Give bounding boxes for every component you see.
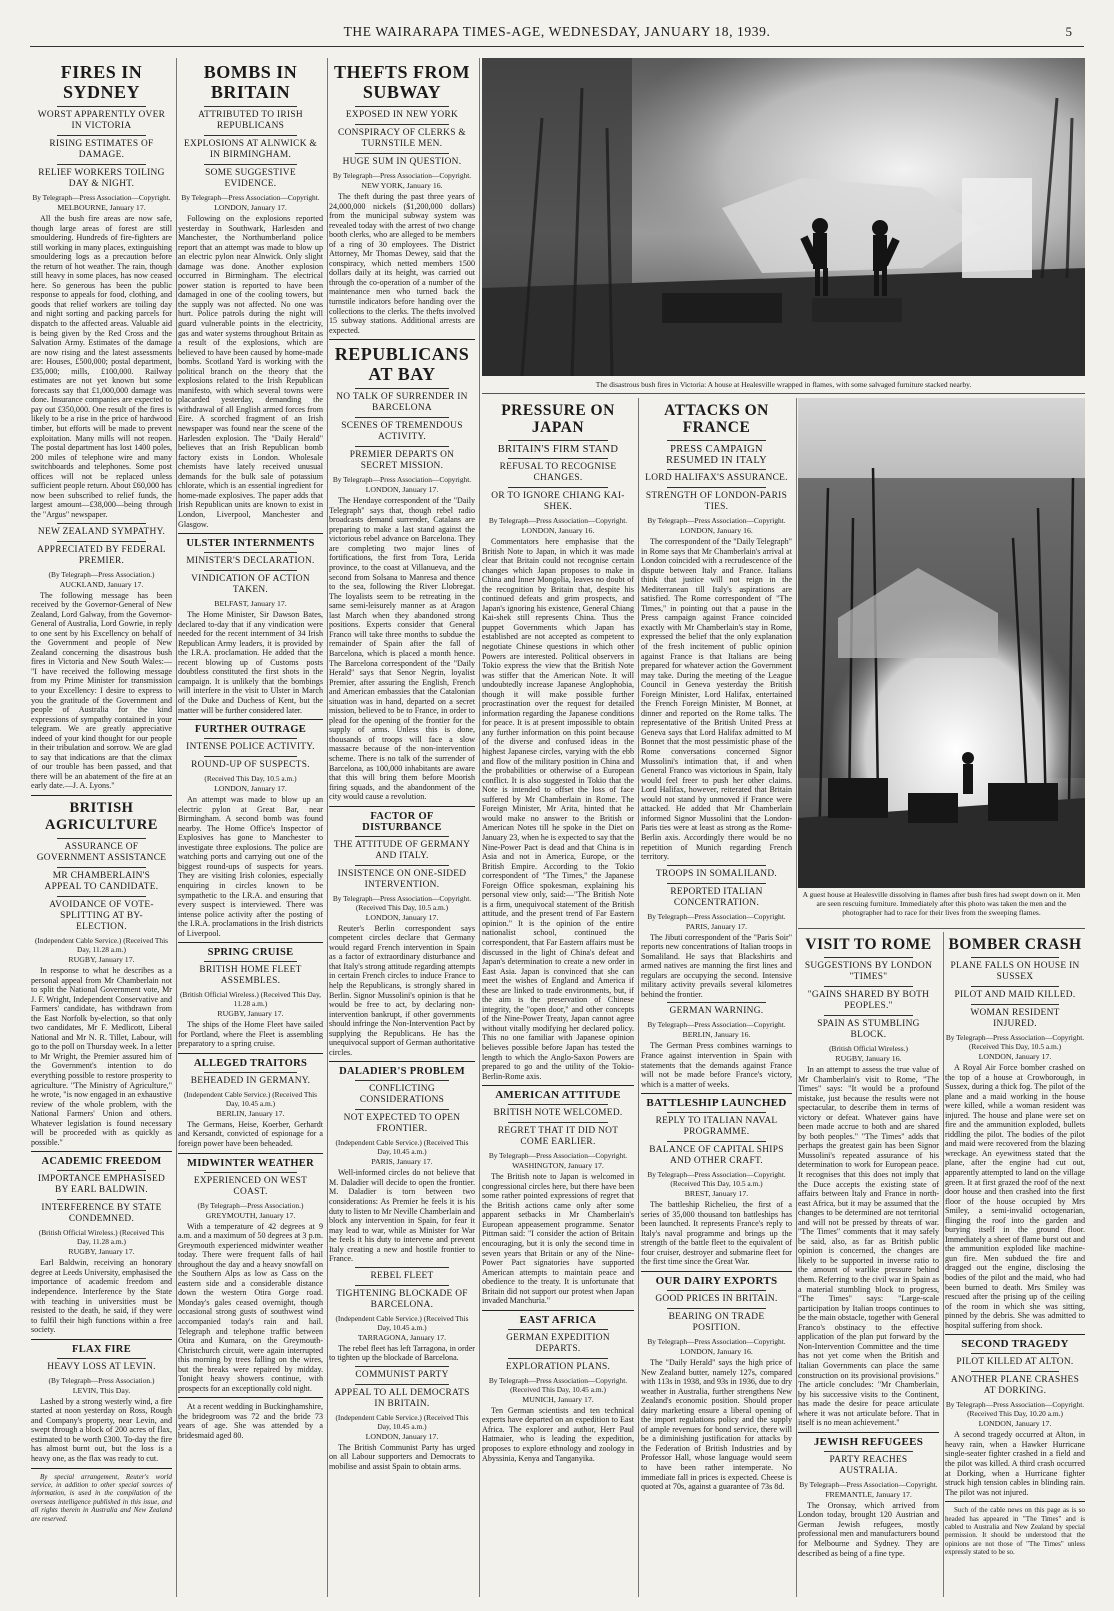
article-deck: CONSPIRACY OF CLERKS & TURNSTILE MEN. [338,128,466,149]
article-deck: REFUSAL TO RECOGNISE CHANGES. [499,462,617,483]
article-headline: GERMAN WARNING. [669,1006,764,1017]
article-headline: BOMBER CRASH [948,936,1082,953]
article-headline: BRITISH AGRICULTURE [45,799,158,833]
article-deck: ATTRIBUTED TO IRISH REPUBLICANS [198,110,303,131]
article-dateline: BREST, January 17. [684,1189,749,1199]
article-dateline: AUCKLAND, January 17. [59,579,144,589]
article-deck: PARTY REACHES AUSTRALIA. [829,1454,908,1476]
article-headline: REBEL FLEET [370,1270,434,1281]
article-credit: (By Telegraph—Press Association.) [48,1375,155,1385]
article-headline: DALADIER'S PROBLEM [339,1066,465,1078]
article-credit: (Independent Cable Service.) (Received This Day, 10.45 a.m.) [335,1138,469,1157]
article-headline: FIRES IN SYDNEY [60,62,143,102]
article-body: The Oronsay, which arrived from London today, brought 120 Austrian and German Jewish refugees, mostly professional men and manufacturers bound for Melbourne and Sydney. They are described as being of a fine type. [798,1500,939,1558]
article-deck: EXPLOSIONS AT ALNWICK & IN BIRMINGHAM. [183,139,318,160]
article-body: The German Press combines warnings to France against intervention in Spain with statements that the demands against France will not be made before France's victory, which is a matter of weeks. [641,1041,792,1089]
article-headline: PRESSURE ON JAPAN [501,402,615,436]
article-dateline: LONDON, January 17. [365,485,439,495]
article-headline: EAST AFRICA [519,1313,597,1326]
article-deck: APPEAL TO ALL DEMOCRATS IN BRITAIN. [334,1387,470,1409]
article-dateline: NEW YORK, January 16. [361,181,443,190]
article-credit: By Telegraph—Press Association—Copyright. (Received This Day, 10.5 a.m.) [332,893,472,912]
article-credit: By Telegraph—Press Association—Copyright. [647,911,786,921]
article-body: A second tragedy occurred at Alton, in heavy rain, when a Hawker Hurricane single-seater fighter crashed in a field and the pilot was killed. A third crash occurred at Dorking, when a Hurricane fighter struck high tension cables in blinding rain. The pilot was not injured. [945,1430,1085,1497]
article-deck: SOME SUGGESTIVE EVIDENCE. [205,168,296,189]
article-dateline: MELBOURNE, January 17. [57,203,146,212]
article-body: Ten German scientists and ten technical experts have departed on an expedition to East Africa. The explorer and author, Herr Paul Hatmaier, who is leading the expedition, proposes to explore ethnology and zoology in Abyssinia, Kenya and Tanganyika. [482,1405,634,1463]
article-dateline: RUGBY, January 16. [835,1054,902,1063]
article-deck: BRITAIN'S FIRM STAND [497,444,619,455]
article-body: The battleship Richelieu, the first of a series of 35,000 thousand ton battleships has been launched. It represents France's reply to Italy's naval programme and brings up the strength of the battle fleet to the equivalent of four cruiser, destroyer and submarine fleet for the first time since the Great War. [641,1200,792,1267]
article-deck: VINDICATION OF ACTION TAKEN. [191,574,310,596]
article-body: The Hendaye correspondent of the "Daily Telegraph" says that, though rebel radio broadcasts demand surrender, Catalans are preparing to make a last stand against the victorious rebel advance on Barcelona. They are completing two major lines of fortifications, the first from Tora, Lerida province, to the coast at Villanueva, and the second from Solsana to Manresa and thence to the sea, following the River Llobregat. The loyalists seem to be retreating in the same semi-leisurely manner as at Aragon last March when they abandoned strong positions. Experts consider that General Franco will take three months to subdue the remainder of Spain after the fall of Barcelona, which is placed a month hence. The Barcelona correspondent of the "Daily Herald" says that Senor Negrin, loyalist Premier, after assuring the English, French and American embassies that the Catalonian situation was in hand, departed on a secret mission, believed to be to France, in order to plead for the opening of the frontier for the supply of arms. Unless this is done, thousands of troops will face a slow massacre because of the non-intervention scheme. There is no talk of the surrender of Barcelona, as 100,000 inhabitants are aware that this will bring them before Moorish firing squads, and the abandonment of the city would cause a revolution. [329,496,475,802]
article-deck: MR CHAMBERLAIN'S APPEAL TO CANDIDATE. [44,870,159,892]
article-headline: BATTLESHIP LAUNCHED [646,1097,787,1110]
article-body: The correspondent of the "Daily Telegraph" in Rome says that Mr Chamberlain's arrival at London coincided with a recrudescence of the dispute between Italy and France. Italians think that justice will not reign in the Mediterranean till Italy's aspirations are satisfied. The Rome correspondent of "The Times," in pointing out that a pause in the Press campaign against France coincided exactly with Mr Chamberlain's stay in Rome, expressed the belief that the only explanation of the fresh incitement of public opinion against France is that Italians are being prepared for whatever action the Government may take. During the meeting of the League Council in Geneva yesterday the British Foreign Minister, Lord Halifax, entertained the French Foreign Minister, M Bonnet, at dinner and reported on the Rome talks. The representative of the British United Press at Geneva says that Lord Halifax admitted to M Bonnet that the most pessimistic phase of the Rome conversations concerned Signor Mussolini's intimation that, if and when General Franco was victorious in Spain, Italy would feel freer to push her other claims. Lord Halifax, however, reiterated that Britain would not stand by unmoved if France were attacked. He added that Mr Chamberlain informed Signor Mussolini that the London-Paris ties were at least as strong as the Rome-Berlin axis. Accordingly there would be no repetition of Munich regarding French territory. [641,537,792,862]
article-headline: MIDWINTER WEATHER [187,1157,314,1169]
article-deck: REPLY TO ITALIAN NAVAL PROGRAMME. [655,1116,778,1138]
bushfire-photo-guesthouse [798,398,1085,888]
article-deck: OR TO IGNORE CHIANG KAI-SHEK. [491,491,625,512]
article-headline: JEWISH REFUGEES [813,1435,924,1448]
caption-rule [798,928,1085,929]
article-deck: SCENES OF TREMENDOUS ACTIVITY. [341,421,463,443]
article-dateline: LONDON, January 16. [680,1346,753,1356]
article-dateline: WASHINGTON, January 17. [512,1161,604,1171]
article-body: In an attempt to assess the true value of Mr Chamberlain's visit to Rome, "The Times" says: "It would be a profound mistake, just because the results were not spectacular, to describe them in terms of victory or defeat. Whatever gains have been made accrue to both and are shared by both peoples." "The Times" adds that perhaps the greatest gain has been Signor Mussolini's repeated assurance of his determination to work for European peace. It recognises that this does not imply that the Duce accepts the existing state of affairs between Italy and France in north-east Africa, but it may be assumed that the changes to be determined are not territorial and will not be pressed by threats of war. "The Times" comments that it may safely be said, also, as far as British public opinion is concerned, the changes are likely to be supported in inverse ratio to the amount of warlike pressure behind them. Referring to the civil war in Spain as a material stumbling block to progress, "The Times" says: "Large-scale participation by Italian troops continues to be the main obstacle, together with General Franco's obstinacy to the effective application of the plan put forward by the Non-Intervention Committee and the time has not yet come when the British and Italian Governments can place the same construction on its provisional provisions." The article concludes: "Mr Chamberlain, by his successive visits to the Continent, has made the desire for peace articulate where it was not articulate before. That in itself is no mean achievement." [798,1065,939,1428]
article-dateline: FREMANTLE, January 17. [825,1489,912,1499]
article-deck: BRITISH HOME FLEET ASSEMBLES. [199,965,302,987]
article-credit: (Independent Cable Service.) (Received This Day, 10.45 a.m.) [183,1089,318,1108]
article-headline: ATTACKS ON FRANCE [664,402,769,436]
article-credit: By Telegraph—Press Association—Copyright. [32,193,171,202]
article-body: In response to what he describes as a personal appeal from Mr Chamberlain not to split the National Government vote, Mr J. F. Wright, Independent Conservative and Farmers' candidate, has withdrawn from the East Norfolk by-election, so that only two candidates, Mr F. Medlicott, Liberal National and Mr N. R. Tillet, Labour, will go to the poll on Thursday week. In a letter to Mr Wright, the Premier assured him of the Government's intention to do everything possible to restore prosperity to agriculture. "The Ministry of Agriculture," he wrote, "is now engaged in an exhaustive review of the whole problem, with the National Farmers' Union and others. Whatever legislation is found necessary will be proceeded with as quickly as possible." [31,965,172,1147]
article-credit: By Telegraph—Press Association—Copyright. [488,1151,628,1161]
article-credit: (By Telegraph—Press Association.) [197,1200,304,1210]
article-body: The theft during the past three years of 24,000,000 nickels ($1,200,000 dollars) from the municipal subway system was revealed today with the arrest of two change booth clerks, who are alleged to be members of a ring of 30 employees. The District Attorney, Mr Thomas Dewey, said that the conspiracy, which netted members 1500 dollars daily at its height, was carried out through the co-operation of a number of the maintenance men who turned back the turnstile indicators before handing over the collections to the clerks. The thefts involved 15 subway stations. Additional arrests are expected. [329,192,475,335]
article-headline: FACTOR OF DISTURBANCE [362,810,442,833]
article-body: The ships of the Home Fleet have sailed for Portland, where the Fleet is assembling preparatory to a spring cruise. [178,1020,323,1049]
article-deck: SUGGESTIONS BY LONDON "TIMES" [804,961,933,982]
article-headline: OUR DAIRY EXPORTS [655,1274,778,1287]
article-credit: (Independent Cable Service.) (Received This Day, 10.45 a.m.) [335,1412,469,1431]
article-headline: THEFTS FROM SUBWAY [333,62,470,102]
article-credit: By Telegraph—Press Association—Copyright. (Received This Day, 10.45 a.m.) [488,1375,628,1394]
article-deck: IMPORTANCE EMPHASISED BY EARL BALDWIN. [37,1174,166,1196]
article-deck: "GAINS SHARED BY BOTH PEOPLES." [807,990,930,1011]
column-bombs-in-britain [178,58,328,1597]
article-deck: REGRET THAT IT DID NOT COME EARLIER. [497,1126,619,1148]
article-deck: TIGHTENING BLOCKADE OF BARCELONA. [336,1288,468,1310]
article-credit: (Received This Day, 10.5 a.m.) [204,774,297,784]
article-credit: By Telegraph—Press Association—Copyright. [647,1336,786,1346]
article-deck: RELIEF WORKERS TOILING DAY & NIGHT. [38,168,165,189]
article-deck: HUGE SUM IN QUESTION. [342,157,462,167]
article-credit: By Telegraph—Press Association—Copyright. [332,171,472,180]
photo-caption: The disastrous bush fires in Victoria: A house at Healesville wrapped in flames, with some salvaged furniture stacked nearby. [595,380,972,389]
column-fires-in-sydney [31,58,177,1597]
bushfire-photo-house [482,58,1085,376]
article-headline: FURTHER OUTRAGE [194,724,307,736]
column-attacks-on-france [641,398,797,1597]
column-pressure-on-japan [482,398,639,1597]
article-headline: FLAX FIRE [72,1343,131,1355]
footnote: Such of the cable news on this page as is so headed has appeared in "The Times" and is cabled to Australia and New Zealand by special permission. It should be understood that the opinions are not those of "The Times" unless expressly stated to be so. [945,1506,1085,1557]
article-credit: (Independent Cable Service.) (Received This Day, 11.28 a.m.) [34,935,169,954]
photo-caption: A guest house at Healesville dissolving in flames after bush fires had swept down on it. Men are seen rescuing furniture. Immediately after this photo was taken the men and the photographer had to race for their lives from the sweeping flames. [802,890,1081,917]
article-headline: VISIT TO ROME [805,936,932,953]
article-deck: PILOT AND MAID KILLED. [954,990,1076,1000]
article-deck: INTERFERENCE BY STATE CONDEMNED. [41,1203,162,1225]
article-body: The rebel fleet has left Tarragona, in order to tighten up the blockade of Barcelona. [329,1343,475,1363]
article-deck: NO TALK OF SURRENDER IN BARCELONA [336,392,468,414]
article-deck: SPAIN AS STUMBLING BLOCK. [817,1019,920,1040]
article-body: The British Communist Party has urged on all Labour supporters and Democrats to mobilise and assist Spain to obtain arms. [329,1442,475,1472]
article-credit: (British Official Wireless.) (Received This Day, 11.28 a.m.) [38,1228,165,1247]
column-bomber-crash [945,932,1085,1597]
article-deck: PRESS CAMPAIGN RESUMED IN ITALY [666,444,767,466]
article-deck: BRITISH NOTE WELCOMED. [493,1108,623,1119]
footnote: By special arrangement, Reuter's world service, in addition to other special sources of information, is used in the compilation of the overseas intelligence published in this issue, and all rights therein in Australia and New Zealand are reserved. [31,1472,172,1523]
article-dateline: LONDON, January 17. [365,1431,439,1441]
article-dateline: LONDON, January 17. [978,1052,1052,1061]
article-dateline: MUNICH, January 17. [522,1394,594,1404]
article-dateline: RUGBY, January 17. [217,1009,284,1019]
article-dateline: LONDON, January 17. [978,1419,1052,1429]
article-headline: ACADEMIC FREEDOM [41,1156,162,1168]
article-deck: AVOIDANCE OF VOTE-SPLITTING AT BY-ELECTION. [49,899,154,932]
article-credit: By Telegraph—Press Association—Copyright. [332,475,472,485]
article-headline: SECOND TRAGEDY [961,1338,1069,1351]
article-body: The Jibuti correspondent of the "Paris Soir" reports new concentrations of Italian troops in Somaliland. He says that Blackshirts and armed natives are manning the first lines and regulars are occupying the second. Intensive military activity prevails several kilometres behind the frontier. [641,932,792,999]
masthead [0,0,1114,46]
article-headline: SPRING CRUISE [207,947,294,959]
article-dateline: RUGBY, January 17. [68,954,135,964]
article-deck: ROUND-UP OF SUSPECTS. [191,760,310,771]
article-body: All the bush fire areas are now safe, though large areas of forest are still smouldering. Hundreds of fire-fighters are still working in many places, extinguishing smouldering logs as a precaution before the return of hot weather. The rain, though still heavy in some places, has now ceased here. So generous has been the public response to appeals for food, clothing, and goods that relief workers are toiling day and night sorting and packing parcels for dispatch to the affected areas. Valuable aid is being given by the Red Cross and the Salvation Army. Estimates of the damage are now rising and the latest assessments are: Houses, £500,000; postal department, £35,000; mills, £100,000. Railway estimates are not yet known but some forecasts say that £1,000,000 damage was done. Insurance companies are expected to pay out £350,000. One result of the fires is likely to be a rise in the price of hardwood timber, but efforts will be made to prevent exploitation. Many mills will not reopen. The postal department has lost 1400 poles, 200 miles of telephone wire and many switchboards and telephones. Some post offices will not be replaced unless sufficient people return. About £60,000 has now been subscribed to relief funds, the largest amount—£38,000—being through the "Argus" newspaper. [31,214,172,519]
article-dateline: BERLIN, January 17. [216,1108,285,1118]
article-deck: NOT EXPECTED TO OPEN FRONTIER. [343,1113,461,1135]
article-deck: WOMAN RESIDENT INJURED. [970,1008,1060,1029]
article-dateline: GREYMOUTH, January 17. [205,1210,296,1220]
article-body: Well-informed circles do not believe that M. Daladier will decide to open the frontier. M. Daladier is torn between two considerations: As Premier he feels it is his duty to listen to Mr Neville Chamberlain and block any intervention in Spain, for fear it may lead to war, while as Minister for War he feels it his duty to intervene and prevent Italy creating a new and hostile frontier to France. [329,1168,475,1264]
article-deck: EXPERIENCED ON WEST COAST. [193,1175,308,1197]
article-subheadline: NEW ZEALAND SYMPATHY. [37,526,166,537]
article-body: The following message has been received by the Governor-General of New Zealand, Lord Galway, from the Governor-General of Australia, Lord Gowrie, in reply to one sent by his Excellency on behalf of the Government and people of New Zealand concerning the disastrous bush fires in Victoria and New South Wales:— "I have received the following message from my Prime Minister for transmission to your Excellency: I desire to express to you the gratitude of the Government and people of Australia for the kind expressions of sympathy contained in your telegram. We are greatly appreciative indeed of your kind thought for our people in their tribulation and sorrow. We are glad to say that indications are that the climax of our trouble has been passed, and that there will be an abatement of the fire at an early date.—J. A. Lyons." [31,590,172,791]
article-credit: By Telegraph—Press Association—Copyright. (Received This Day, 10.20 a.m.) [945,1400,1085,1419]
article-deck: RISING ESTIMATES OF DAMAGE. [49,139,154,160]
article-headline: ULSTER INTERNMENTS [186,538,315,550]
article-deck: THE ATTITUDE OF GERMANY AND ITALY. [333,839,471,861]
article-body: The Home Minister, Sir Dawson Bates, declared to-day that if any vindication were needed for the recent internment of 34 Irish Republican Army leaders, it is provided by the I.R.A. proclamation. He added that the recent blowing up of Customs posts doubtless constituted the first shots in the campaign. It is unlikely that the bombings will interfere in the visit to Ulster in March of the Duke and Duchess of Kent, but the matter will be further considered later. [178,610,323,715]
article-credit: By Telegraph—Press Association—Copyright. [647,516,786,525]
masthead-title: THE WAIRARAPA TIMES-AGE, WEDNESDAY, JANUARY 18, 1939. [343,24,771,39]
article-deck: STRENGTH OF LONDON-PARIS TIES. [645,491,788,512]
article-credit: By Telegraph—Press Association—Copyright. [799,1479,938,1489]
masthead-rule [30,46,1084,47]
article-body: A Royal Air Force bomber crashed on the top of a house at Crowborough, in Sussex, during a thick fog. The pilot of the plane and a maid working in the house were killed, while a woman resident was injured. The house and plane were set on fire and the ammunition exploded, bullets riddling the pilot. The bodies of the pilot and maid were recovered from the blazing wreckage. An eyewitness stated that the plane, after the engine had cut out, apparently attempted to land on the village green. It at first grazed the roof of the next door house and then crashed into the first floor of the house occupied by Mrs Smiley, a semi-invalid octogenarian, flinging the roof into the garden and burying itself in the ground floor. Immediately a sheet of flame burst out and the ammunition exploded like machine-gun fire. Men subdued the fire and dragged out the engine, disclosing the bodies of the pilot and the maid, who had been burned to death. Mrs Smiley was rescued after the prising up of the ceiling of the room in which she was sitting, pinned by the debris. She was admitted to hospital suffering from shock. [945,1063,1085,1330]
article-deck: PLANE FALLS ON HOUSE IN SUSSEX [950,961,1080,982]
article-body: The British note to Japan is welcomed in congressional circles here, but there have been some rather pointed expressions of regret that the British actions came only after some apparent setbacks in Mr Chamberlain's European appeasement programme. Senator Pittman said: "I consider the action of Britain encouraging, but it is only the second time in seven years that Britain or any of the Nine-Power Pact signatories have supported American attempts to maintain peace and obedience to the treaty. It is unfortunate that Britain did not support our protest when Japan invaded Manchuria." [482,1172,634,1306]
article-dateline: RUGBY, January 17. [68,1247,135,1257]
article-body: Lashed by a strong westerly wind, a fire started at noon yesterday on Ross, Rough and Company's property, near Levin, and swept through a block of 200 acres of flax, estimated to be worth £300. To-day the fire has almost burnt out, but the loss is a heavy one, as the flax was ready to cut. [31,1396,172,1464]
page-number: 5 [1065,24,1072,39]
article-credit: (By Telegraph—Press Association.) [48,569,155,579]
article-dateline: LONDON, January 17. [214,784,287,794]
article-deck: WORST APPARENTLY OVER IN VICTORIA [37,110,166,131]
article-deck: LORD HALIFAX'S ASSURANCE. [645,473,788,483]
article-body: The "Daily Herald" says the high price of New Zealand butter, namely 127s, compared with 113s in 1938, and 93s in 1936, due to dry weather in Australia, further strengthens New Zealand's economic position. Should proper dairy marketing ensure a liberal opening of the import regulations policy and the supply of ample revenues for bond service, there will be a diminishing justification for attacks by the Federation of British Industries and by Professor Hall, whose language would seem to have been rather intemperate. No immediate fall in prices is expected. Cheese is quoted at 70s, against a guarantee of 73s 8d. [641,1357,792,1492]
article-credit: By Telegraph—Press Association—Copyright. (Received This Day, 10.5 a.m.) [945,1033,1085,1051]
article-body: An attempt was made to blow up an electric pylon at Great Bar, near Birmingham. A second bomb was found nearby. The Home Office's Inspector of Explosives has gone to Manchester to investigate three explosions. The police are watching ports and carrying out one of the biggest round-ups of suspects for years. They are visiting Irish colonies, especially enquiring in circles known to be sympathetic to the I.R.A. and ensuring that every suspect is interviewed. There was intense police activity after the posting of the I.R.A. proclamations in the Irish districts of Liverpool. [178,795,323,938]
article-deck: PILOT KILLED AT ALTON. [956,1357,1074,1368]
article-headline: BOMBS IN BRITAIN [203,62,298,102]
article-deck: ASSURANCE OF GOVERNMENT ASSISTANCE [36,841,167,863]
article-dateline: BERLIN, January 16. [682,1030,751,1040]
article-deck: CONFLICTING CONSIDERATIONS [359,1084,445,1106]
article-deck: MINISTER'S DECLARATION. [186,556,315,567]
article-dateline: TARRAGONA, January 17. [357,1332,447,1342]
article-dateline: LONDON, January 16. [680,526,753,535]
article-dateline: PARIS, January 17. [685,921,748,931]
article-dateline: LONDON, January 16. [521,526,595,535]
column-thefts-from-subway [329,58,480,1597]
article-deck: ANOTHER PLANE CRASHES AT DORKING. [950,1375,1080,1397]
article-credit: By Telegraph—Press Association—Copyright. [181,193,320,202]
article-deck: GOOD PRICES IN BRITAIN. [655,1293,778,1304]
article-credit: (British Official Wireless.) (Received This Day, 11.28 a.m.) [179,990,322,1009]
article-deck: REPORTED ITALIAN CONCENTRATION. [670,886,763,908]
article-deck: BEARING ON TRADE POSITION. [668,1311,765,1333]
article-deck: INTENSE POLICE ACTIVITY. [186,742,315,753]
article-dateline: LONDON, January 17. [214,203,287,212]
article-credit: By Telegraph—Press Association—Copyright. (Received This Day, 10.5 a.m.) [647,1170,786,1189]
article-deck: APPRECIATED BY FEDERAL PREMIER. [37,544,166,566]
article-body: Reuter's Berlin correspondent says competent circles declare that Germany would regard French intervention in Spain as a factor of extraordinary disturbance and that Italy's strong attitude regarding attempts in certain French circles to induce France to help the Republicans, is strongly shared in Berlin. Signor Mussolini's opinion is that he would be free to act, by declaring non-intervention bankrupt, if other governments should infringe the Non-Intervention Pact by supplying the Republicans. He has the unequivocal support of German authoritative circles. [329,923,475,1057]
article-deck: PREMIER DEPARTS ON SECRET MISSION. [349,450,455,472]
article-dateline: PARIS, January 17. [371,1157,433,1167]
article-dateline: LEVIN, This Day. [72,1385,131,1395]
article-credit: (Independent Cable Service.) (Received This Day, 10.45 a.m.) [335,1313,469,1332]
bushfire-photo-guesthouse-image [798,398,1085,888]
article-deck: GERMAN EXPEDITION DEPARTS. [506,1332,610,1354]
article-headline: TROOPS IN SOMALILAND. [655,868,778,879]
article-body: Commentators here emphasise that the British Note to Japan, in which it was made clear that Britain could not recognise certain changes which Japan proposes to make in China and Inner Mongolia, leaves no doubt of the recognition by Britain that, despite his continued defeats and grim prospects, and Japan's ignoring his existence, General Chiang Kai-shek still represents China. Thus the puppet Governments which Japan has established are not accepted as competent to negotiate Chinese questions in which other Powers are interested. Political observers in Tokio express the view that the British Note was stiffer that the American Note. It will undoubtedly increase Japanese Anglophobia, though it will make possible further procrastination over the request for detailed information regarding the Japanese conditions for peace. It is at present impossible to obtain any further information on this point because of the diverse and confused ideas in the highest Japanese circles, varying with the ebb and flow of the military position in China and the probabilities or otherwise of a European conflict. It is also suggested in Tokio that the Note is intended to offset the loss of face suffered by Mr Chamberlain in Rome. The Foreign Minister, Mr Arita, hinted that he would make no answer to the British or American Notes till he spoke in the Diet on January 23, when he is expected to say that the Nine-Power Pact is dead and that China is in Asia and not in America, Europe, or the British Empire. According to the Tokio correspondent of "The Times," the Japanese Foreign Office spokesman, explaining his personal view only, said:—"The British Note is a firm, unequivocal statement of the British attitude, and the present trend of Far Eastern opinion." It is the opinion of the entire nationalist school, continued the correspondent, that Far Eastern affairs must be discussed in the light of China's defeat and Japan's determination to create a new order in East Asia. Japan is convinced that she can meet the wishes of England and America if these are linked to trade environments, but, if the aim is the preservation of Chinese integrity, the "open door," and other concepts of the Nine-Power Treaty, Japan cannot agree without vitally modifying her declared policy. This no one familiar with Japanese opinion believes possible before Japan has tested the length to which the Anglo-Saxon Powers are prepared to go and the utility of the Tokio-Berlin-Rome axis. [482,537,634,1081]
article-deck: EXPLORATION PLANS. [505,1361,611,1372]
article-deck: BEHEADED IN GERMANY. [190,1075,311,1086]
article-body: The Germans, Heise, Koerber, Gerhardt and Kersandt, convicted of espionage for a foreign power have been beheaded. [178,1119,323,1148]
article-headline: COMMUNIST PARTY [355,1369,449,1380]
footnote: At a recent wedding in Buckinghamshire, the bridegroom was 72 and the bride 73 years of age. She was attended by a bridesmaid aged 80. [178,1402,323,1441]
article-body: With a temperature of 42 degrees at 9 a.m. and a maximum of 50 degrees at 3 p.m. Greymouth experienced midwinter weather today. There were frequent falls of hail throughout the day and a heavy snowfall on the Southern Alps as low as Cass on the eastern side and a considerable distance down the western Otira Gorge road. Monday's gales ceased overnight, though occasional strong gusts of southwest wind accompanied today's rain and hail. Telegraph and telephone traffic between Otira and Kumara, on the Greymouth-Christchurch circuit, were again interrupted this morning by trees falling on the wires, but the breaks were repaired by midday. Tonight heavy showers continue, with prospects for an exceptionally cold night. [178,1221,323,1393]
bushfire-photo-house-image [482,58,1085,376]
article-dateline: LONDON, January 17. [365,912,439,922]
article-headline: ALLEGED TRAITORS [193,1057,308,1069]
article-headline: REPUBLICANS AT BAY [334,344,470,385]
article-deck: BALANCE OF CAPITAL SHIPS AND OTHER CRAFT. [649,1145,784,1167]
article-deck: HEAVY LOSS AT LEVIN. [47,1361,156,1372]
caption-rule [482,393,1085,394]
article-headline: AMERICAN ATTITUDE [495,1089,621,1102]
article-body: Earl Baldwin, receiving an honorary degree at Leeds University, emphasised the importance of academic freedom and independence. Interference by the State with teaching in universities must be resisted to the death, he said, if they were to fulfil their high functions within a free society. [31,1258,172,1335]
article-deck: EXPOSED IN NEW YORK [345,110,459,120]
article-body: Following on the explosions reported yesterday in Southwark, Harlesden and Manchester, the Northumberland police report that an attempt was made to blow up an electric pylon near Alnwick. Only slight damage was done. Another explosion occurred in Birmingham. The electrical power station is reported to have been damaged in one of the cooling towers, but the supply was not affected. No one was hurt. Police patrols during the night will guard vulnerable points in the electricity, gas and water systems throughout Britain as a result of the explosions, which are believed to have been caused by home-made bombs. Scotland Yard is working with the political branch on the theory that the explosions related to the Irish Republican manifesto, with which several towns were placarded yesterday, demanding the withdrawal of all English armed forces from Eire. A scorched fragment of an Irish newspaper was found near the scene of the Harlesden explosion. The "Daily Herald" believes that an Irish Republican bomb factory exists in London. Wholesale chemists have lately received unusual demands for the bulk sale of potassium chlorate, which is an essential ingredient for home-made explosives. The paper adds that Irish Republican units are known to exist in London, Liverpool, Manchester and Glasgow. [178,214,323,529]
article-deck: INSISTENCE ON ONE-SIDED INTERVENTION. [337,868,467,890]
column-visit-to-rome [798,932,944,1597]
article-dateline: BELFAST, January 17. [214,599,287,609]
article-credit: By Telegraph—Press Association—Copyright. [488,516,628,525]
article-credit: By Telegraph—Press Association—Copyright. [647,1020,786,1030]
article-credit: (British Official Wireless.) [829,1044,908,1053]
